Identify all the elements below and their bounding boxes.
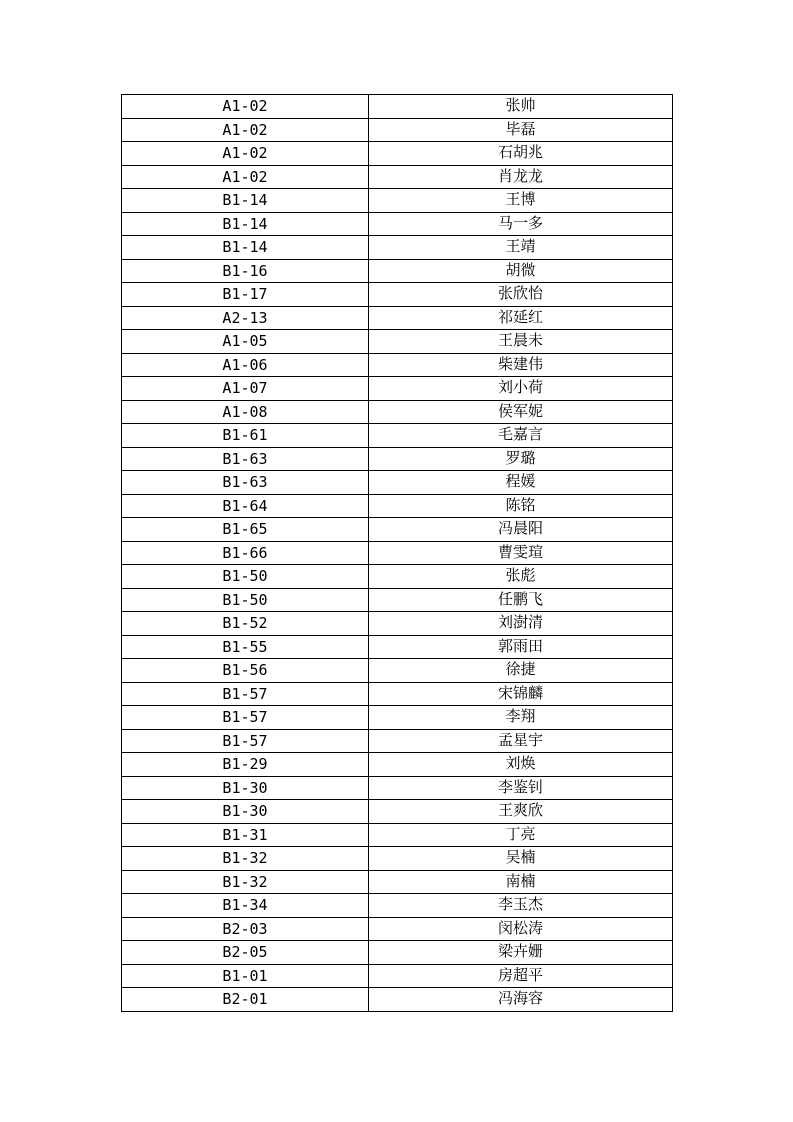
table-row — [122, 424, 673, 448]
name-cell: 王爽欣 — [369, 800, 673, 824]
name-cell: 宋锦麟 — [369, 682, 673, 706]
room-code-cell: A1-08 — [122, 400, 369, 424]
name-cell: 徐捷 — [369, 659, 673, 683]
name-cell: 孟星宇 — [369, 729, 673, 753]
table-row — [122, 330, 673, 354]
table-row — [122, 447, 673, 471]
name-cell: 柴建伟 — [369, 353, 673, 377]
table-row — [122, 118, 673, 142]
table-row — [122, 306, 673, 330]
table-row — [122, 588, 673, 612]
room-code-cell: B1-50 — [122, 565, 369, 589]
name-cell: 张欣怡 — [369, 283, 673, 307]
room-code-cell: B1-30 — [122, 800, 369, 824]
name-cell: 侯军妮 — [369, 400, 673, 424]
name-cell: 张帅 — [369, 95, 673, 119]
room-code-cell: B1-63 — [122, 471, 369, 495]
room-code-cell: B1-61 — [122, 424, 369, 448]
room-code-cell: A2-13 — [122, 306, 369, 330]
room-code-cell: B1-55 — [122, 635, 369, 659]
table-row — [122, 823, 673, 847]
name-cell: 马一多 — [369, 212, 673, 236]
table-row — [122, 941, 673, 965]
name-cell: 郭雨田 — [369, 635, 673, 659]
name-cell: 冯晨阳 — [369, 518, 673, 542]
room-code-cell: B1-52 — [122, 612, 369, 636]
table-row — [122, 917, 673, 941]
room-code-cell: B2-03 — [122, 917, 369, 941]
name-cell: 房超平 — [369, 964, 673, 988]
room-code-cell: B1-30 — [122, 776, 369, 800]
name-cell: 刘小荷 — [369, 377, 673, 401]
name-cell: 曹雯瑄 — [369, 541, 673, 565]
name-cell: 闵松涛 — [369, 917, 673, 941]
room-code-cell: A1-06 — [122, 353, 369, 377]
table-row — [122, 95, 673, 119]
table-row — [122, 212, 673, 236]
table-row — [122, 259, 673, 283]
name-cell: 肖龙龙 — [369, 165, 673, 189]
room-code-cell: B1-17 — [122, 283, 369, 307]
name-cell: 李玉杰 — [369, 894, 673, 918]
room-code-cell: A1-05 — [122, 330, 369, 354]
table-row — [122, 565, 673, 589]
name-cell: 毛嘉言 — [369, 424, 673, 448]
room-code-cell: A1-02 — [122, 165, 369, 189]
room-code-cell: B1-63 — [122, 447, 369, 471]
name-cell: 刘焕 — [369, 753, 673, 777]
name-cell: 程媛 — [369, 471, 673, 495]
table-row — [122, 236, 673, 260]
table-row — [122, 518, 673, 542]
room-code-cell: A1-02 — [122, 118, 369, 142]
name-cell: 冯海容 — [369, 988, 673, 1012]
table-row — [122, 612, 673, 636]
table-row — [122, 165, 673, 189]
name-cell: 罗璐 — [369, 447, 673, 471]
room-code-cell: B1-66 — [122, 541, 369, 565]
name-cell: 梁卉姗 — [369, 941, 673, 965]
table-row — [122, 964, 673, 988]
room-code-cell: A1-07 — [122, 377, 369, 401]
table-row — [122, 682, 673, 706]
room-code-cell: B1-57 — [122, 682, 369, 706]
room-code-cell: B1-65 — [122, 518, 369, 542]
table-row — [122, 729, 673, 753]
name-cell: 毕磊 — [369, 118, 673, 142]
name-cell: 祁延红 — [369, 306, 673, 330]
table-row — [122, 870, 673, 894]
room-code-cell: A1-02 — [122, 95, 369, 119]
table-row — [122, 283, 673, 307]
room-code-cell: B1-14 — [122, 212, 369, 236]
room-code-cell: B1-31 — [122, 823, 369, 847]
room-code-cell: B1-14 — [122, 189, 369, 213]
table-body — [122, 95, 673, 1012]
room-code-cell: B1-34 — [122, 894, 369, 918]
table-row — [122, 706, 673, 730]
name-cell: 张彪 — [369, 565, 673, 589]
name-cell: 王博 — [369, 189, 673, 213]
table-row — [122, 494, 673, 518]
table-row — [122, 776, 673, 800]
room-code-cell: B1-32 — [122, 847, 369, 871]
name-cell: 王晨未 — [369, 330, 673, 354]
name-cell: 李鉴钊 — [369, 776, 673, 800]
table-row — [122, 471, 673, 495]
room-code-cell: B1-50 — [122, 588, 369, 612]
room-code-cell: B1-32 — [122, 870, 369, 894]
name-cell: 李翔 — [369, 706, 673, 730]
room-code-cell: B1-14 — [122, 236, 369, 260]
table-row — [122, 894, 673, 918]
table-row — [122, 988, 673, 1012]
room-code-cell: B1-01 — [122, 964, 369, 988]
name-cell: 吴楠 — [369, 847, 673, 871]
room-code-cell: B1-57 — [122, 729, 369, 753]
room-code-cell: A1-02 — [122, 142, 369, 166]
table-row — [122, 753, 673, 777]
room-code-cell: B1-16 — [122, 259, 369, 283]
name-cell: 石胡兆 — [369, 142, 673, 166]
name-cell: 陈铭 — [369, 494, 673, 518]
table-row — [122, 353, 673, 377]
room-code-cell: B2-01 — [122, 988, 369, 1012]
room-code-cell: B1-57 — [122, 706, 369, 730]
room-code-cell: B1-64 — [122, 494, 369, 518]
table-row — [122, 541, 673, 565]
table-row — [122, 847, 673, 871]
room-code-cell: B1-29 — [122, 753, 369, 777]
table-row — [122, 189, 673, 213]
table-row — [122, 635, 673, 659]
roster-table — [121, 94, 673, 1012]
name-cell: 胡微 — [369, 259, 673, 283]
table-row — [122, 377, 673, 401]
name-cell: 南楠 — [369, 870, 673, 894]
table-row — [122, 659, 673, 683]
room-code-cell: B2-05 — [122, 941, 369, 965]
name-cell: 任鹏飞 — [369, 588, 673, 612]
table-row — [122, 800, 673, 824]
name-cell: 刘澍清 — [369, 612, 673, 636]
name-cell: 丁亮 — [369, 823, 673, 847]
room-code-cell: B1-56 — [122, 659, 369, 683]
table-row — [122, 142, 673, 166]
table-row — [122, 400, 673, 424]
name-cell: 王靖 — [369, 236, 673, 260]
